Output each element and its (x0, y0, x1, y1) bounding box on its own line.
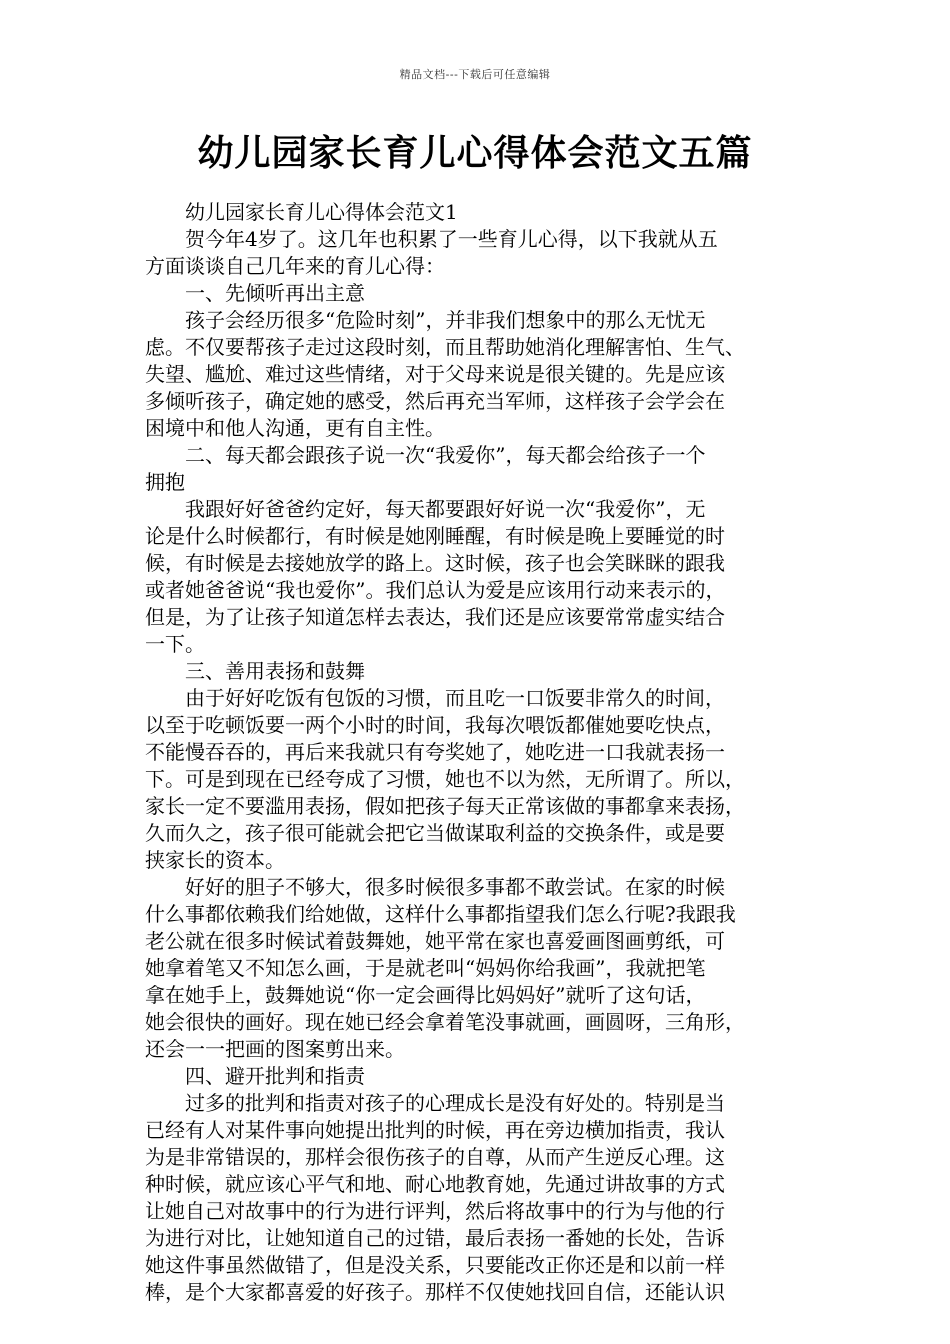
body-line: 拿在她手上，鼓舞她说“你一定会画得比妈妈好”就听了这句话， (145, 983, 706, 1007)
body-line: 一下。 (145, 632, 205, 656)
body-line: 久而久之，孩子很可能就会把它当做谋取利益的交换条件，或是要 (145, 821, 725, 845)
body-line: 候，有时候是去接她放学的路上。这时候，孩子也会笑眯眯的跟我 (145, 551, 725, 575)
body-line: 三、善用表扬和鼓舞 (145, 659, 365, 683)
body-line: 但是，为了让孩子知道怎样去表达，我们还是应该要常常虚实结合 (145, 605, 725, 629)
body-line: 方面谈谈自己几年来的育儿心得： (145, 254, 445, 278)
body-line: 贺今年4岁了。这几年也积累了一些育儿心得，以下我就从五 (145, 227, 718, 251)
body-line: 让她自己对故事中的行为进行评判，然后将故事中的行为与他的行 (145, 1199, 725, 1223)
body-line: 什么事都依赖我们给她做，这样什么事都指望我们怎么行呢?我跟我 (145, 902, 736, 926)
body-line: 她这件事虽然做错了，但是没关系，只要能改正你还是和以前一样 (145, 1253, 725, 1277)
body-line: 好好的胆子不够大，很多时候很多事都不敢尝试。在家的时候 (145, 875, 725, 899)
body-line: 我跟好好爸爸约定好，每天都要跟好好说一次“我爱你”，无 (145, 497, 706, 521)
body-line: 已经有人对某件事向她提出批判的时候，再在旁边横加指责，我认 (145, 1118, 725, 1142)
body-line: 二、每天都会跟孩子说一次“我爱你”，每天都会给孩子一个 (145, 443, 706, 467)
body-line: 困境中和他人沟通，更有自主性。 (145, 416, 445, 440)
body-line: 四、避开批判和指责 (145, 1064, 365, 1088)
body-line: 挟家长的资本。 (145, 848, 285, 872)
body-line: 她会很快的画好。现在她已经会拿着笔没事就画，画圆呀，三角形， (145, 1010, 745, 1034)
body-line: 拥抱 (145, 470, 185, 494)
body-line: 多倾听孩子，确定她的感受，然后再充当军师，这样孩子会学会在 (145, 389, 725, 413)
document-body (145, 199, 825, 1306)
body-line: 一、先倾听再出主意 (145, 281, 365, 305)
body-line: 幼儿园家长育儿心得体会范文1 (145, 200, 458, 224)
body-line: 为是非常错误的，那样会很伤孩子的自尊，从而产生逆反心理。这 (145, 1145, 725, 1169)
body-line: 还会一一把画的图案剪出来。 (145, 1037, 405, 1061)
document-title: 幼儿园家长育儿心得体会范文五篇 (197, 133, 753, 174)
body-line: 下。可是到现在已经夸成了习惯，她也不以为然，无所谓了。所以， (145, 767, 745, 791)
body-line: 失望、尴尬、难过这些情绪，对于父母来说是很关键的。先是应该 (145, 362, 725, 386)
body-line: 由于好好吃饭有包饭的习惯，而且吃一口饭要非常久的时间， (145, 686, 725, 710)
body-line: 或者她爸爸说“我也爱你”。我们总认为爱是应该用行动来表示的， (145, 578, 726, 602)
body-line: 虑。不仅要帮孩子走过这段时刻，而且帮助她消化理解害怕、生气、 (145, 335, 745, 359)
body-line: 她拿着笔又不知怎么画，于是就老叫“妈妈你给我画”，我就把笔 (145, 956, 706, 980)
body-line: 论是什么时候都行，有时候是她刚睡醒，有时候是晚上要睡觉的时 (145, 524, 725, 548)
header-note: 精品文档---下载后可任意编辑 (399, 68, 551, 81)
body-line: 家长一定不要滥用表扬，假如把孩子每天正常该做的事都拿来表扬， (145, 794, 745, 818)
body-line: 孩子会经历很多“危险时刻”，并非我们想象中的那么无忧无 (145, 308, 706, 332)
body-line: 不能慢吞吞的，再后来我就只有夸奖她了，她吃进一口我就表扬一 (145, 740, 725, 764)
body-line: 为进行对比，让她知道自己的过错，最后表扬一番她的长处，告诉 (145, 1226, 725, 1250)
body-line: 种时候，就应该心平气和地、耐心地教育她，先通过讲故事的方式 (145, 1172, 725, 1196)
body-line: 棒，是个大家都喜爱的好孩子。那样不仅使她找回自信，还能认识 (145, 1280, 725, 1304)
body-line: 以至于吃顿饭要一两个小时的时间，我每次喂饭都催她要吃快点， (145, 713, 725, 737)
body-line: 老公就在很多时候试着鼓舞她，她平常在家也喜爱画图画剪纸，可 (145, 929, 725, 953)
body-line: 过多的批判和指责对孩子的心理成长是没有好处的。特别是当 (145, 1091, 725, 1115)
